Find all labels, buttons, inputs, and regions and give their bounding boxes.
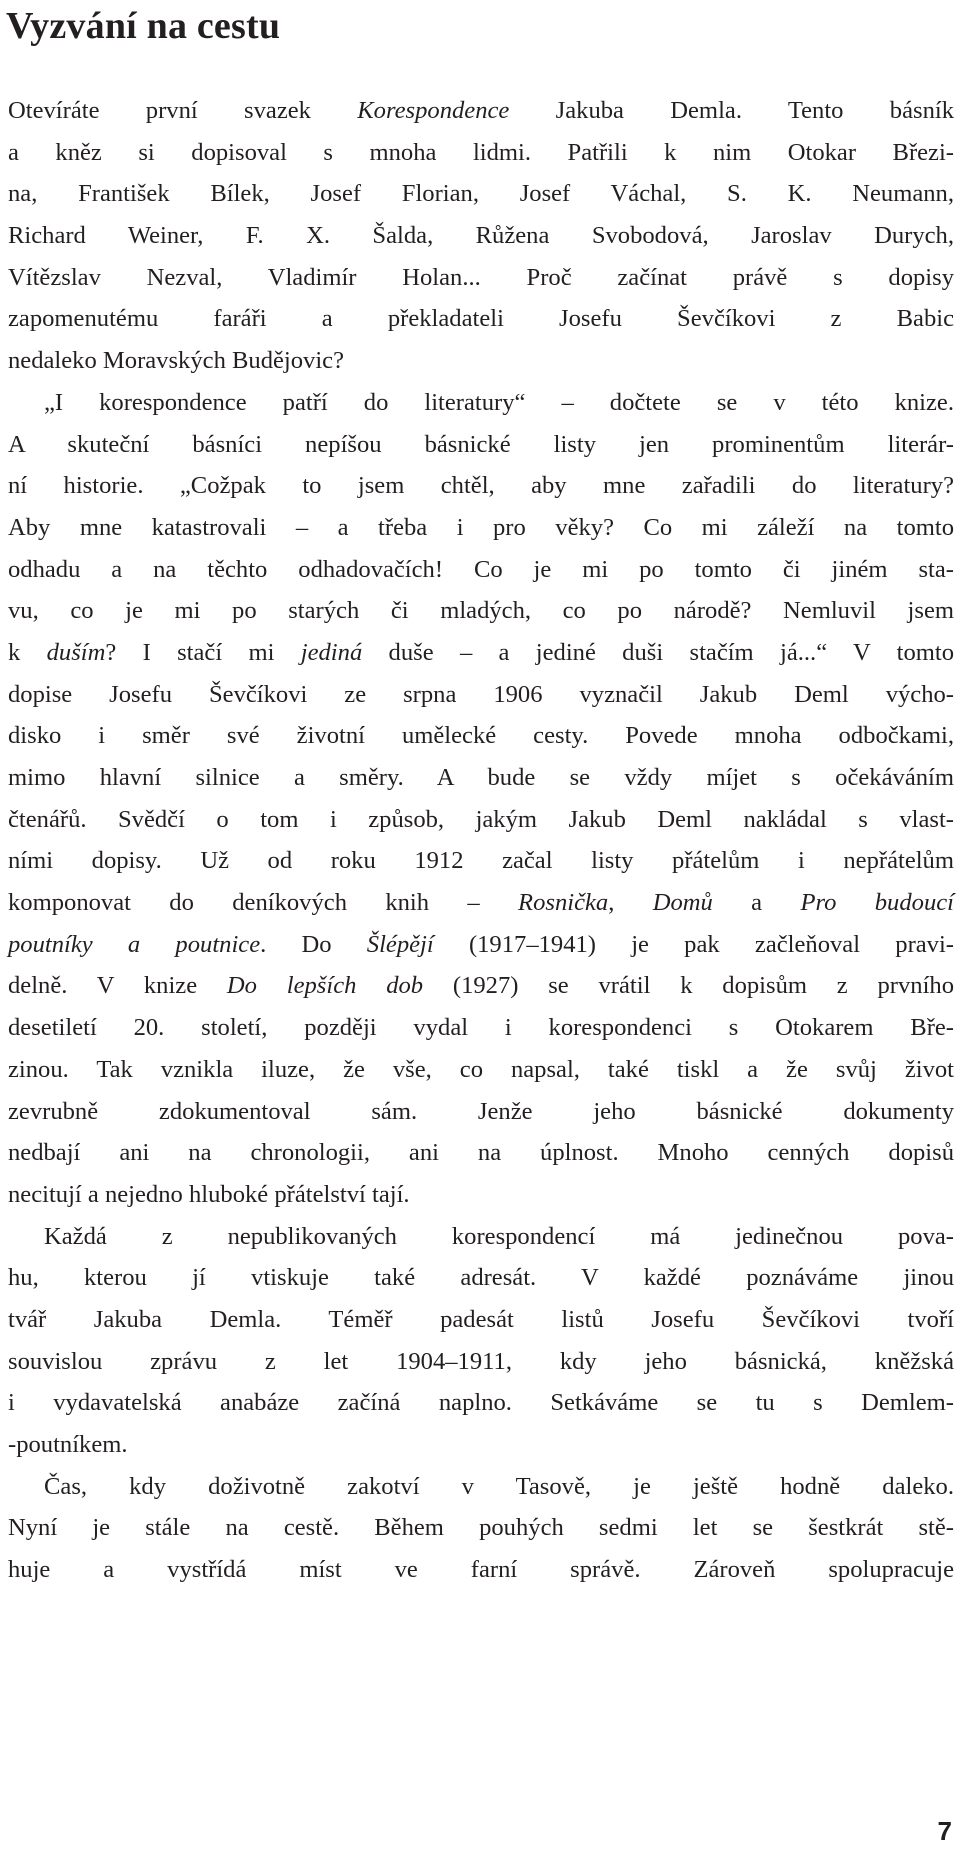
text-line: ní historie. „Cožpak to jsem chtěl, aby mne zařadili do literatury? (8, 472, 954, 500)
text-line: Aby mne katastrovali – a třeba i pro věky? Co mi záleží na tomto (8, 513, 954, 541)
text-line: zevrubně zdokumentoval sám. Jenže jeho básnické dokumenty (8, 1097, 954, 1125)
page-number: 7 (937, 1816, 952, 1846)
text-line: Čas, kdy doživotně zakotví v Tasově, je ještě hodně daleko. (44, 1472, 954, 1500)
text-line: delně. V knize Do lepších dob (1927) se vrátil k dopisům z prvního (8, 972, 954, 1000)
text-line: desetiletí 20. století, později vydal i korespondenci s Otokarem Bře- (8, 1014, 954, 1042)
text-line: necitují a nejedno hluboké přátelství tají. (8, 1180, 410, 1208)
text-line: a kněz si dopisoval s mnoha lidmi. Patřili k nim Otokar Březi- (8, 138, 954, 166)
text-line: disko i směr své životní umělecké cesty. Povede mnoha odbočkami, (8, 722, 954, 750)
text-line: nedbají ani na chronologii, ani na úplnost. Mnoho cenných dopisů (8, 1139, 954, 1167)
text-line: A skuteční básníci nepíšou básnické listy jen prominentům literár- (8, 430, 954, 458)
body-text (8, 90, 954, 1591)
text-line: na, František Bílek, Josef Florian, Josef Váchal, S. K. Neumann, (8, 180, 954, 208)
text-line: čtenářů. Svědčí o tom i způsob, jakým Jakub Deml nakládal s vlast- (8, 805, 954, 833)
text-line: dopise Josefu Ševčíkovi ze srpna 1906 vyznačil Jakub Deml výcho- (8, 680, 954, 708)
text-line: zapomenutému faráři a překladateli Josefu Ševčíkovi z Babic (8, 305, 954, 333)
text-line: mimo hlavní silnice a směry. A bude se vždy míjet s očekáváním (8, 764, 954, 791)
text-line: vu, co je mi po starých či mladých, co po národě? Nemluvil jsem (8, 597, 954, 625)
text-line: tvář Jakuba Demla. Téměř padesát listů Josefu Ševčíkovi tvoří (8, 1305, 954, 1333)
text-line: nedaleko Moravských Budějovic? (8, 347, 345, 375)
italic-book-title: Korespondence (357, 97, 510, 124)
text-line: k duším? I stačí mi jediná duše – a jediné duši stačím já...“ V tomto (8, 638, 954, 666)
text-line: poutníky a poutnice. Do Šlépějí (1917–1941) je pak začleňoval pravi- (8, 930, 954, 958)
text-line: zinou. Tak vznikla iluze, že vše, co napsal, také tiskl a že svůj život (8, 1055, 954, 1083)
text-line: komponovat do deníkových knih – Rosnička, Domů a Pro budoucí (8, 889, 954, 917)
text-line: hu, kterou jí vtiskuje také adresát. V každé poznáváme jinou (8, 1264, 954, 1292)
text-line: „I korespondence patří do literatury“ – dočtete se v této knize. (44, 388, 954, 416)
text-line: Vítězslav Nezval, Vladimír Holan... Proč začínat právě s dopisy (8, 263, 954, 291)
text-line: i vydavatelská anabáze začíná naplno. Setkáváme se tu s Demlem- (8, 1389, 954, 1417)
text-line: odhadu a na těchto odhadovačích! Co je mi po tomto či jiném sta- (8, 555, 954, 583)
text-line: Otevíráte první svazek Korespondence Jakuba Demla. Tento básník (8, 97, 954, 124)
page-title: Vyzvání na cestu (6, 5, 281, 47)
text-line: Richard Weiner, F. X. Šalda, Růžena Svobodová, Jaroslav Durych, (8, 222, 954, 250)
text-line: huje a vystřídá míst ve farní správě. Zároveň spolupracuje (8, 1556, 954, 1584)
text-line: Každá z nepublikovaných korespondencí má jedinečnou pova- (44, 1222, 954, 1250)
text-line: Nyní je stále na cestě. Během pouhých sedmi let se šestkrát stě- (8, 1514, 954, 1542)
text-line: -poutníkem. (8, 1431, 128, 1458)
text-line: ními dopisy. Už od roku 1912 začal listy přátelům i nepřátelům (8, 847, 954, 875)
text-line: souvislou zprávu z let 1904–1911, kdy jeho básnická, kněžská (8, 1347, 954, 1375)
